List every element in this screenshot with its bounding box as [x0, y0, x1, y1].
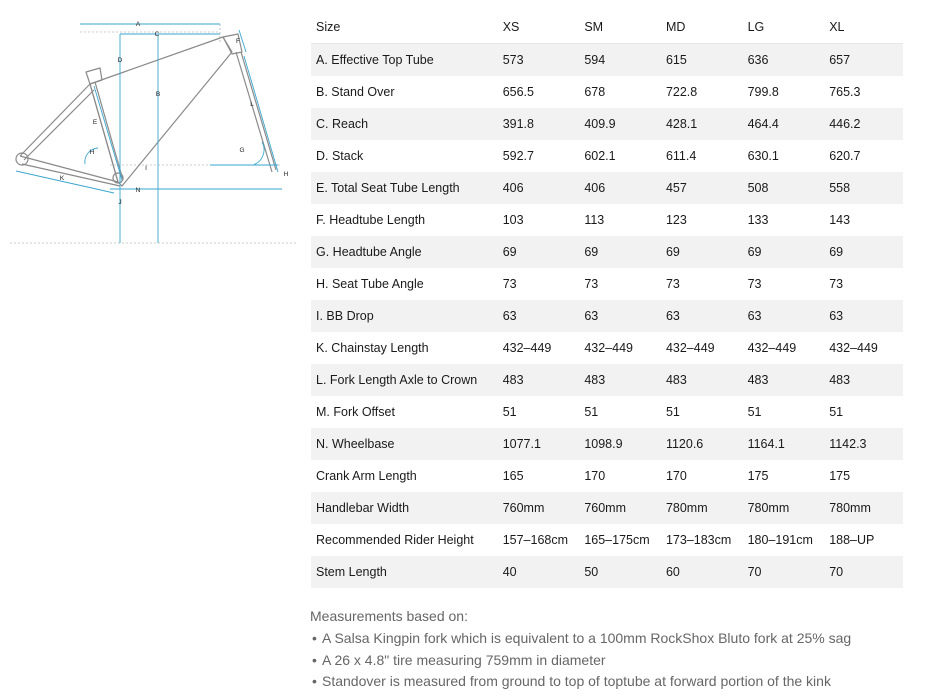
cell-value: 464.4	[747, 117, 779, 131]
row-label: N. Wheelbase	[316, 437, 395, 451]
table-row	[311, 364, 903, 396]
row-label: M. Fork Offset	[316, 405, 395, 419]
row-label: H. Seat Tube Angle	[316, 277, 424, 291]
label-f: F	[236, 38, 240, 45]
cell-value: 780mm	[747, 501, 790, 515]
label-n: N	[135, 187, 141, 194]
cell-value: 630.1	[747, 149, 779, 163]
label-g: G	[239, 147, 245, 154]
header-sm: SM	[584, 20, 604, 34]
geometry-diagram	[10, 14, 300, 250]
table-row	[311, 428, 903, 460]
cell-value: 51	[747, 405, 762, 419]
note-item: • A 26 x 4.8" tire measuring 759mm in diameter	[312, 651, 606, 668]
cell-value: 1077.1	[502, 437, 541, 451]
table-row	[311, 204, 903, 236]
cell-value: 406	[502, 181, 524, 195]
cell-value: 63	[829, 309, 844, 323]
row-label: A. Effective Top Tube	[316, 53, 434, 67]
cell-value: 615	[665, 53, 687, 67]
cell-value: 60	[665, 565, 680, 579]
cell-value: 508	[747, 181, 769, 195]
cell-value: 594	[584, 53, 606, 67]
cell-value: 483	[502, 373, 524, 387]
cell-value: 175	[829, 469, 851, 483]
cell-value: 51	[502, 405, 517, 419]
label-h2: H	[283, 171, 289, 178]
cell-value: 428.1	[665, 117, 698, 131]
cell-value: 50	[584, 565, 599, 579]
header-lg: LG	[747, 20, 765, 34]
label-k: K	[59, 175, 65, 182]
note-text: A 26 x 4.8" tire measuring 759mm in diameter	[322, 651, 606, 668]
row-label: F. Headtube Length	[316, 213, 426, 227]
cell-value: 73	[584, 277, 599, 291]
cell-value: 69	[747, 245, 762, 259]
cell-value: 170	[584, 469, 606, 483]
cell-value: 558	[829, 181, 851, 195]
table-row	[311, 236, 903, 268]
table-row	[311, 76, 903, 108]
cell-value: 722.8	[665, 85, 698, 99]
cell-value: 51	[665, 405, 680, 419]
cell-value: 175	[747, 469, 769, 483]
cell-value: 70	[829, 565, 844, 579]
cell-value: 780mm	[665, 501, 708, 515]
table-row	[311, 268, 903, 300]
cell-value: 157–168cm	[502, 533, 569, 547]
table-row	[311, 172, 903, 204]
cell-value: 63	[584, 309, 599, 323]
cell-value: 63	[502, 309, 517, 323]
table-row	[311, 140, 903, 172]
header-md: MD	[665, 20, 686, 34]
cell-value: 173–183cm	[665, 533, 732, 547]
cell-value: 1120.6	[665, 437, 704, 451]
cell-value: 113	[584, 213, 605, 227]
row-label: E. Total Seat Tube Length	[316, 181, 460, 195]
label-c: C	[154, 31, 160, 38]
cell-value: 611.4	[665, 149, 697, 163]
cell-value: 165	[502, 469, 524, 483]
label-e: E	[92, 119, 98, 126]
cell-value: 446.2	[829, 117, 861, 131]
header-xs: XS	[502, 20, 520, 34]
cell-value: 63	[665, 309, 680, 323]
cell-value: 73	[747, 277, 762, 291]
cell-value: 657	[829, 53, 851, 67]
cell-value: 69	[584, 245, 599, 259]
table-row	[311, 300, 903, 332]
cell-value: 1098.9	[584, 437, 623, 451]
cell-value: 483	[829, 373, 851, 387]
cell-value: 73	[829, 277, 844, 291]
table-row	[311, 492, 903, 524]
cell-value: 765.3	[829, 85, 861, 99]
cell-value: 133	[747, 213, 769, 227]
label-d: D	[117, 57, 123, 64]
cell-value: 51	[829, 405, 844, 419]
row-label: L. Fork Length Axle to Crown	[316, 373, 478, 387]
cell-value: 483	[665, 373, 687, 387]
cell-value: 678	[584, 85, 606, 99]
table-row	[311, 396, 903, 428]
cell-value: 143	[829, 213, 851, 227]
note-text: A Salsa Kingpin fork which is equivalent to a 100mm RockShox Bluto fork at 25% sag	[322, 630, 852, 646]
note-item: • Standover is measured from ground to top of toptube at forward portion of the kink	[312, 673, 831, 689]
cell-value: 51	[584, 405, 599, 419]
cell-value: 799.8	[747, 85, 779, 99]
row-label: I. BB Drop	[316, 309, 374, 323]
cell-value: 123	[665, 213, 687, 227]
cell-value: 170	[665, 469, 687, 483]
cell-value: 63	[747, 309, 762, 323]
table-row	[311, 556, 903, 588]
cell-value: 780mm	[829, 501, 871, 515]
cell-value: 636	[747, 53, 769, 67]
cell-value: 573	[502, 53, 524, 67]
table-row	[311, 108, 903, 140]
cell-value: 656.5	[502, 85, 534, 99]
row-label: Recommended Rider Height	[316, 533, 474, 547]
label-a: A	[135, 21, 141, 28]
cell-value: 432–449	[584, 341, 633, 355]
table-row	[311, 524, 903, 556]
row-label: D. Stack	[316, 149, 364, 163]
cell-value: 432–449	[502, 341, 552, 355]
cell-value: 483	[747, 373, 769, 387]
cell-value: 432–449	[747, 341, 797, 355]
cell-value: 188–UP	[829, 533, 875, 547]
table-row	[311, 460, 903, 492]
cell-value: 70	[747, 565, 762, 579]
cell-value: 760mm	[502, 501, 545, 515]
cell-value: 406	[584, 181, 606, 195]
cell-value: 1142.3	[829, 437, 867, 451]
measurement-notes	[310, 606, 930, 693]
row-label: Handlebar Width	[316, 501, 410, 515]
cell-value: 69	[829, 245, 844, 259]
row-label: Stem Length	[316, 565, 387, 579]
cell-value: 73	[502, 277, 517, 291]
header-xl: XL	[829, 20, 845, 34]
cell-value: 69	[502, 245, 517, 259]
label-l: L	[250, 101, 254, 108]
table-row	[311, 332, 903, 364]
cell-value: 602.1	[584, 149, 616, 163]
note-item: • A Salsa Kingpin fork which is equivalent to a 100mm RockShox Bluto fork at 25% sag	[312, 630, 852, 646]
cell-value: 409.9	[584, 117, 616, 131]
table-body	[311, 44, 903, 589]
cell-value: 457	[665, 181, 687, 195]
row-label: G. Headtube Angle	[316, 245, 422, 259]
table-header-row	[311, 11, 903, 44]
row-label: K. Chainstay Length	[316, 341, 429, 355]
row-label: B. Stand Over	[316, 85, 395, 99]
cell-value: 103	[502, 213, 524, 227]
notes-list	[310, 628, 930, 693]
label-h: H	[89, 149, 95, 156]
cell-value: 180–191cm	[747, 533, 813, 547]
notes-heading: Measurements based on:	[310, 608, 468, 624]
table-row	[311, 44, 903, 77]
cell-value: 483	[584, 373, 606, 387]
cell-value: 760mm	[584, 501, 627, 515]
cell-value: 73	[665, 277, 680, 291]
label-j: J	[118, 199, 122, 206]
cell-value: 432–449	[665, 341, 715, 355]
cell-value: 592.7	[502, 149, 534, 163]
row-label: C. Reach	[316, 117, 369, 131]
cell-value: 40	[502, 565, 517, 579]
header-size: Size	[316, 20, 341, 34]
cell-value: 391.8	[502, 117, 534, 131]
cell-value: 620.7	[829, 149, 861, 163]
cell-value: 1164.1	[747, 437, 785, 451]
cell-value: 69	[665, 245, 680, 259]
label-i: I	[145, 165, 147, 172]
cell-value: 165–175cm	[584, 533, 650, 547]
note-text: Standover is measured from ground to top of toptube at forward portion of the kink	[322, 673, 831, 689]
row-label: Crank Arm Length	[316, 469, 417, 483]
label-b: B	[155, 91, 161, 98]
geometry-table	[311, 11, 903, 588]
cell-value: 432–449	[829, 341, 878, 355]
